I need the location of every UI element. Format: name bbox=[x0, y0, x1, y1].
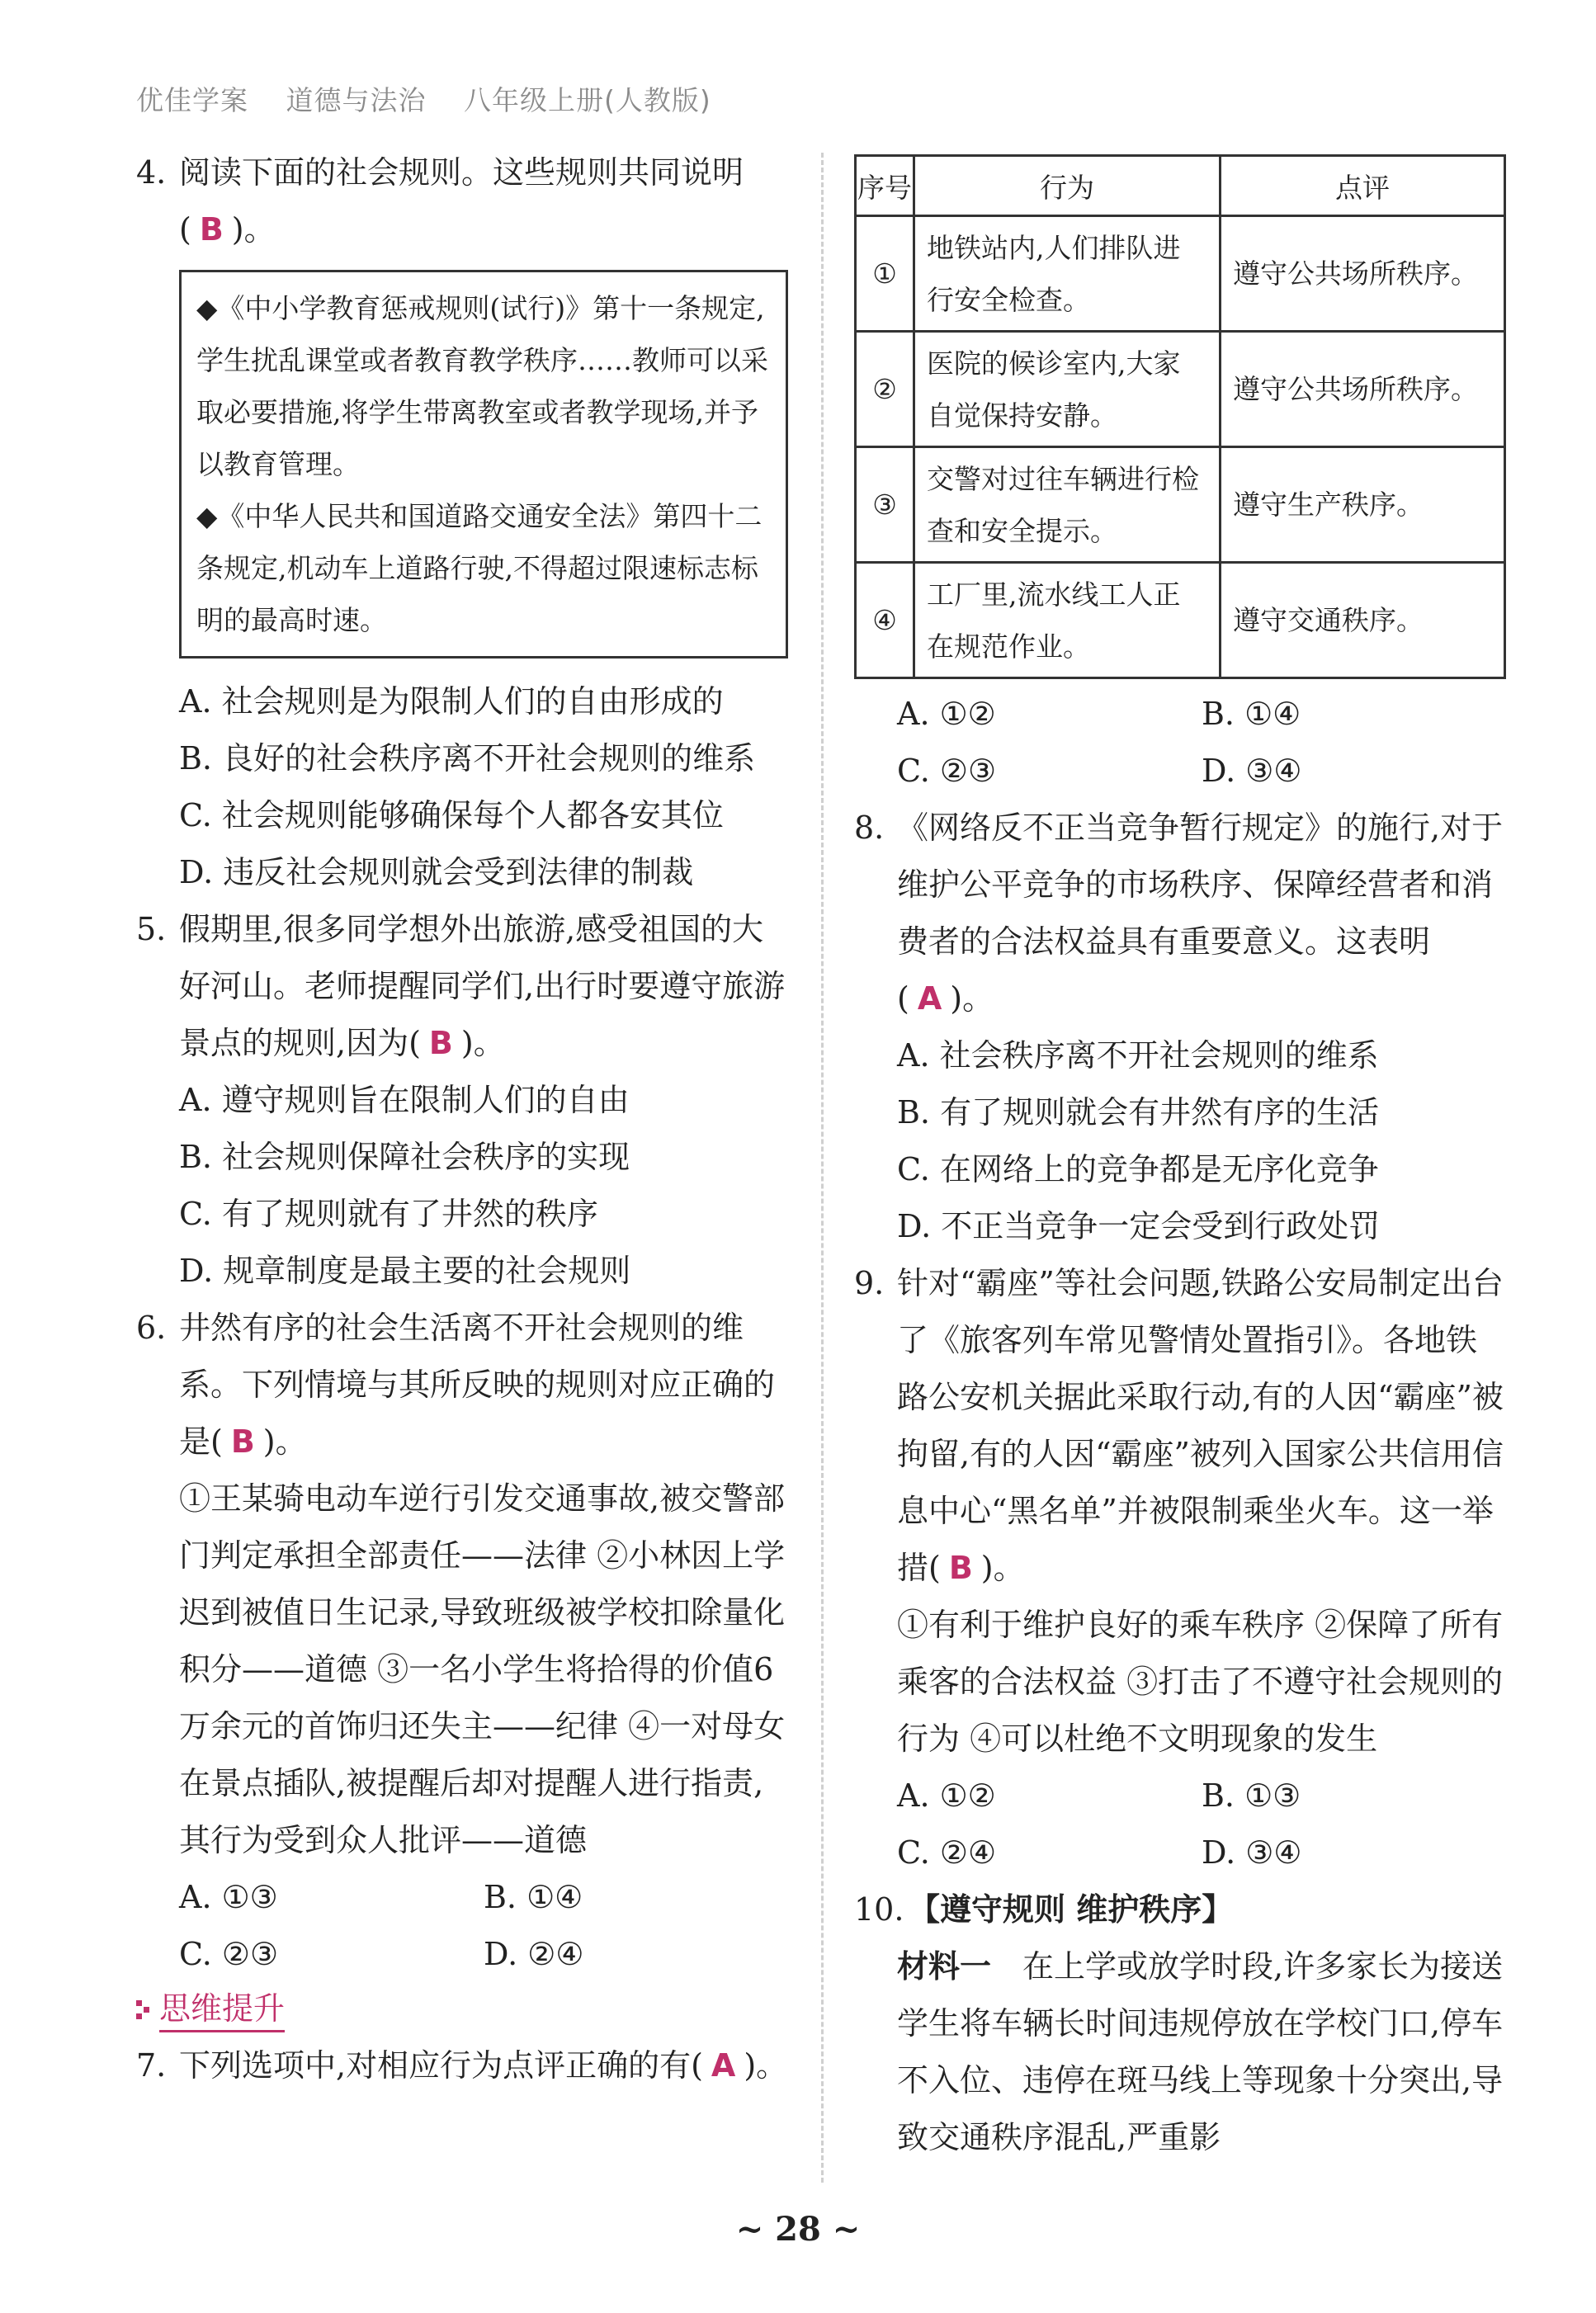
right-column bbox=[854, 154, 1506, 2166]
question-number: 8. bbox=[854, 810, 885, 846]
running-header bbox=[136, 79, 739, 118]
question-body: ①有利于维护良好的乘车秩序 ②保障了所有乘客的合法权益 ③打击了不遵守社会规则的行为 ④可以杜绝不文明现象的发生 bbox=[897, 1607, 1504, 1757]
option-c: C. 在网络上的竞争都是无序化竞争 bbox=[897, 1151, 1379, 1187]
option-b: B. 社会规则保障社会秩序的实现 bbox=[179, 1139, 630, 1175]
option-row bbox=[854, 686, 1506, 743]
question-body: ①王某骑电动车逆行引发交通事故,被交警部门判定承担全部责任——法律 ②小林因上学迟到被值日生记录,导致班级被学校扣除量化积分——道德 ③一名小学生将拾得的价值6万余元的首饰归还失主——纪律 ④一对母女在景点插队,被提醒后却对提醒人进行指责,其行为受到众人批评——道德 bbox=[179, 1480, 786, 1858]
quote-item: ◆《中华人民共和国道路交通安全法》第四十二条规定,机动车上道路行驶,不得超过限速标志标明的最高时速。 bbox=[196, 500, 763, 636]
question-7 bbox=[136, 2037, 788, 2094]
option-c: C. ②③ bbox=[179, 1936, 279, 1972]
question-stem: 阅读下面的社会规则。这些规则共同说明( B )。 bbox=[179, 154, 744, 248]
table-row: ④ 工厂里,流水线工人正在规范作业。 遵守交通秩序。 bbox=[856, 563, 1505, 678]
question-number: 5. bbox=[136, 911, 167, 947]
option-b: B. 良好的社会秩序离不开社会规则的维系 bbox=[179, 740, 756, 777]
option-row bbox=[136, 1926, 788, 1983]
header-grade: 八年级上册(人教版) bbox=[464, 84, 711, 116]
question-number: 10. bbox=[854, 1891, 904, 1928]
question-10 bbox=[854, 1881, 1506, 1938]
question-number: 9. bbox=[854, 1265, 885, 1301]
option-b: B. ①③ bbox=[1202, 1777, 1301, 1814]
option-c: C. ②④ bbox=[897, 1834, 997, 1871]
answer-mark: B bbox=[948, 1550, 973, 1586]
material-text: 材料一 在上学或放学时段,许多家长为接送学生将车辆长时间违规停放在学校门口,停车不入位、违停在斑马线上等现象十分突出,导致交通秩序混乱,严重影 bbox=[897, 1948, 1504, 2155]
behavior-table bbox=[854, 154, 1506, 679]
option-b: B. ①④ bbox=[1202, 696, 1301, 732]
question-9 bbox=[854, 1255, 1506, 1597]
rules-quote-box bbox=[179, 270, 788, 658]
table-header: 行为 bbox=[914, 156, 1221, 216]
question-number: 7. bbox=[136, 2047, 167, 2084]
quote-item: ◆《中小学教育惩戒规则(试行)》第十一条规定,学生扰乱课堂或者教育教学秩序……教师可以采取必要措施,将学生带离教室或者教学现场,并予以教育管理。 bbox=[196, 292, 768, 480]
option-c: C. 社会规则能够确保每个人都各安其位 bbox=[179, 797, 724, 833]
option-a: A. 遵守规则旨在限制人们的自由 bbox=[179, 1082, 630, 1118]
question-4 bbox=[136, 144, 788, 258]
option-row bbox=[854, 1824, 1506, 1881]
section-heading bbox=[136, 1983, 788, 2032]
question-stem: 《网络反不正当竞争暂行规定》的施行,对于维护公平竞争的市场秩序、保障经营者和消费者的合法权益具有重要意义。这表明( A )。 bbox=[897, 810, 1504, 1017]
table-header: 点评 bbox=[1221, 156, 1505, 216]
left-column bbox=[136, 144, 788, 2094]
question-5 bbox=[136, 901, 788, 1072]
answer-mark: A bbox=[917, 980, 942, 1017]
question-8 bbox=[854, 800, 1506, 1027]
option-row bbox=[136, 1869, 788, 1926]
section-dots-icon bbox=[136, 1995, 153, 2020]
column-divider bbox=[821, 153, 824, 2183]
header-subject: 道德与法治 bbox=[286, 84, 427, 116]
question-number: 6. bbox=[136, 1310, 167, 1346]
question-stem: 假期里,很多同学想外出旅游,感受祖国的大好河山。老师提醒同学们,出行时要遵守旅游景点的规则,因为( B )。 bbox=[179, 911, 786, 1061]
answer-mark: B bbox=[230, 1423, 255, 1460]
option-d: D. ③④ bbox=[1202, 753, 1302, 789]
option-d: D. ②④ bbox=[484, 1936, 584, 1972]
question-stem: 针对“霸座”等社会问题,铁路公安局制定出台了《旅客列车常见警情处置指引》。各地铁路公安机关据此采取行动,有的人因“霸座”被拘留,有的人因“霸座”被列入国家公共信用信息中心“黑名单”并被限制乘坐火车。这一举措( B )。 bbox=[897, 1265, 1504, 1586]
question-6 bbox=[136, 1300, 788, 1470]
table-row: ② 医院的候诊室内,大家自觉保持安静。 遵守公共场所秩序。 bbox=[856, 332, 1505, 447]
answer-mark: B bbox=[199, 211, 224, 248]
option-b: B. ①④ bbox=[484, 1879, 583, 1915]
option-a: A. 社会秩序离不开社会规则的维系 bbox=[897, 1037, 1379, 1074]
option-d: D. ③④ bbox=[1202, 1834, 1302, 1871]
option-row bbox=[854, 743, 1506, 800]
header-brand: 优佳学案 bbox=[136, 84, 248, 116]
answer-mark: B bbox=[428, 1025, 453, 1061]
question-number: 4. bbox=[136, 154, 167, 191]
page-number: ~ 28 ~ bbox=[735, 2210, 861, 2249]
option-d: D. 规章制度是最主要的社会规则 bbox=[179, 1253, 631, 1289]
option-c: C. 有了规则就有了井然的秩序 bbox=[179, 1196, 598, 1232]
option-c: C. ②③ bbox=[897, 753, 997, 789]
option-row bbox=[854, 1768, 1506, 1824]
material-label: 材料一 bbox=[897, 1948, 992, 1985]
question-stem: 下列选项中,对相应行为点评正确的有( A )。 bbox=[179, 2047, 788, 2084]
table-row: ① 地铁站内,人们排队进行安全检查。 遵守公共场所秩序。 bbox=[856, 216, 1505, 332]
option-d: D. 违反社会规则就会受到法律的制裁 bbox=[179, 854, 694, 890]
option-d: D. 不正当竞争一定会受到行政处罚 bbox=[897, 1208, 1381, 1244]
question-stem: 井然有序的社会生活离不开社会规则的维系。下列情境与其所反映的规则对应正确的是( B )。 bbox=[179, 1310, 776, 1460]
table-row: ③ 交警对过往车辆进行检查和安全提示。 遵守生产秩序。 bbox=[856, 447, 1505, 563]
option-a: A. ①② bbox=[897, 1777, 996, 1814]
option-a: A. ①③ bbox=[179, 1879, 278, 1915]
question-title: 【遵守规则 维护秩序】 bbox=[909, 1891, 1234, 1928]
answer-mark: A bbox=[711, 2047, 736, 2084]
option-b: B. 有了规则就会有井然有序的生活 bbox=[897, 1094, 1380, 1131]
option-a: A. 社会规则是为限制人们的自由形成的 bbox=[179, 683, 724, 720]
table-header: 序号 bbox=[856, 156, 914, 216]
option-a: A. ①② bbox=[897, 696, 996, 732]
section-title: 思维提升 bbox=[159, 1983, 285, 2032]
